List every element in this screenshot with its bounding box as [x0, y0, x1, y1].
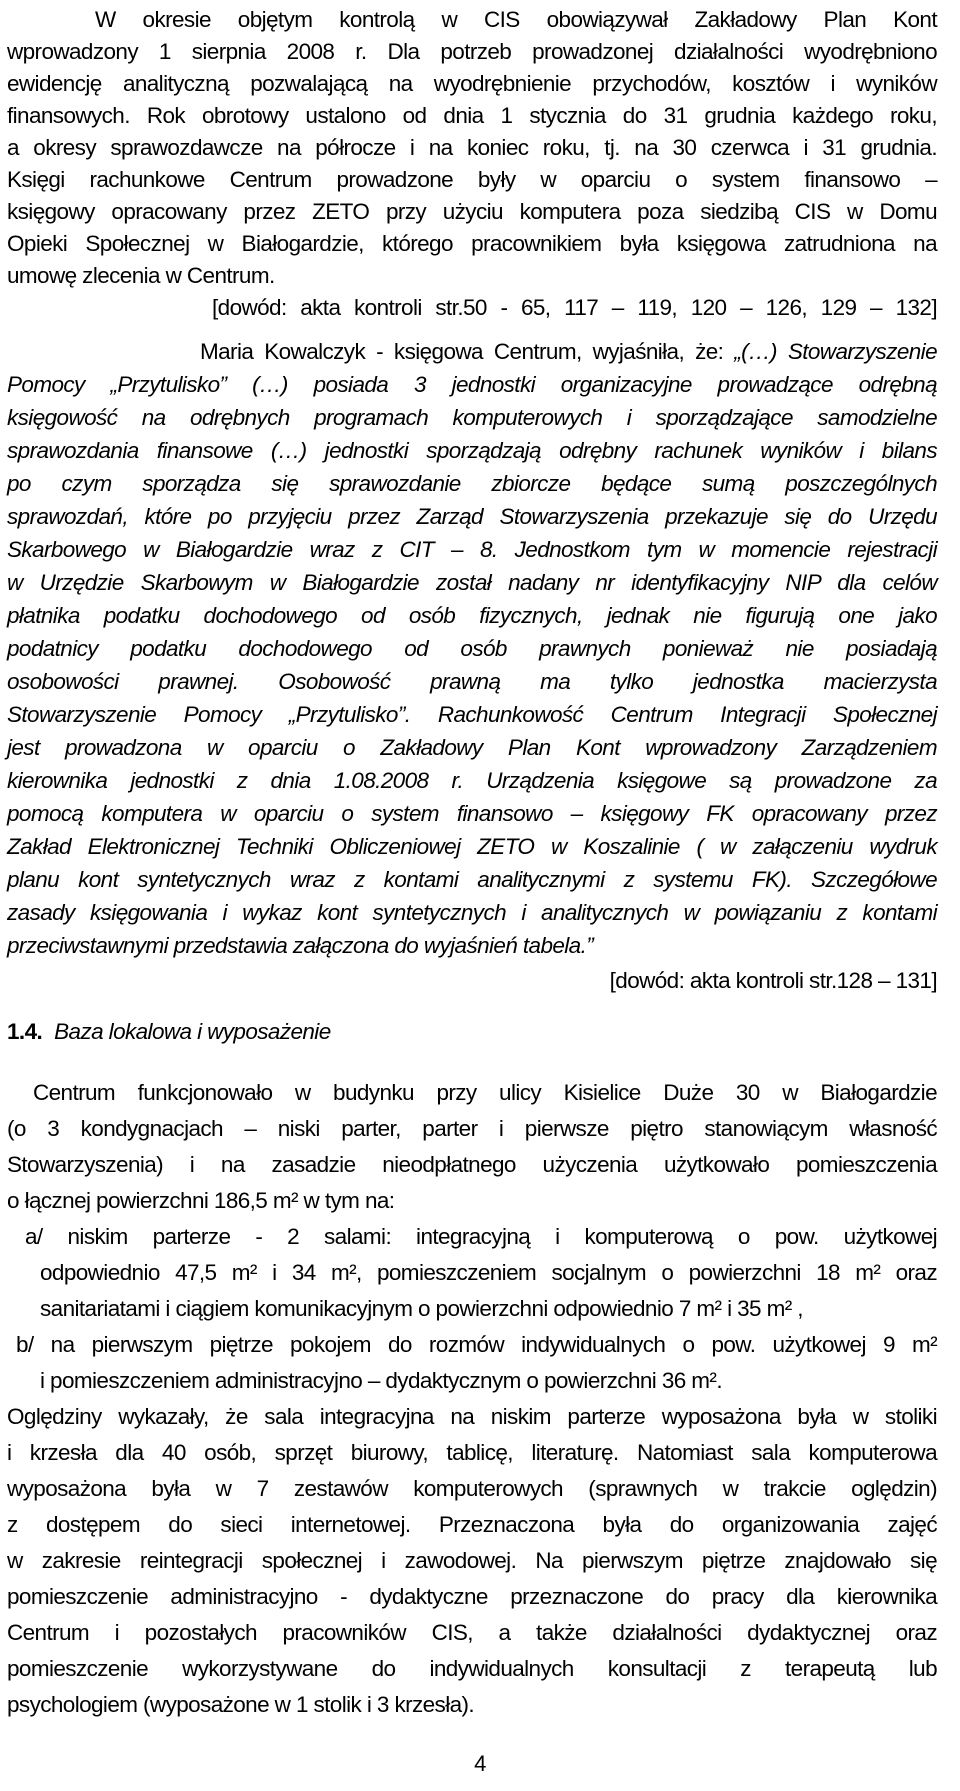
quote-line-1: Pomocy „Przytulisko” (…) posiada 3 jednostki organizacyjne prowadzące odrębną — [7, 372, 937, 397]
quote-line-11: Stowarzyszenie Pomocy „Przytulisko”. Rachunkowość Centrum Integracji Społecznej — [7, 702, 937, 727]
evidence-reference-1: [dowód: akta kontroli str.50 - 65, 117 – 119, 120 – 126, 129 – 132] — [212, 295, 937, 320]
list-a-line-1: odpowiednio 47,5 m² i 34 m², pomieszczeniem socjalnym o powierzchni 18 m² oraz — [40, 1260, 937, 1285]
p2-line-0: Centrum funkcjonowało w budynku przy ulicy Kisielice Duże 30 w Białogardzie — [33, 1080, 937, 1105]
quote-line-8: płatnika podatku dochodowego od osób fizycznych, jednak nie figurują one jako — [7, 603, 937, 628]
p3-line-2: wyposażona była w 7 zestawów komputerowych (sprawnych w trakcie oględzin) — [7, 1476, 937, 1501]
quote-line-15: Zakład Elektronicznej Techniki Obliczeniowej ZETO w Koszalinie ( w załączeniu wydruk — [7, 834, 937, 859]
p3-line-5: pomieszczenie administracyjno - dydaktyczne przeznaczone do pracy dla kierownika — [7, 1584, 937, 1609]
page-number: 4 — [474, 1751, 486, 1776]
p1-line-1: wprowadzony 1 sierpnia 2008 r. Dla potrzeb prowadzonej działalności wyodrębniono — [7, 39, 937, 64]
quote-line-18: przeciwstawnymi przedstawia załączona do wyjaśnień tabela.” — [7, 933, 594, 958]
list-b-line-0: b/ na pierwszym piętrze pokojem do rozmów indywidualnych o pow. użytkowej 9 m² — [16, 1332, 937, 1357]
list-a-line-0: a/ niskim parterze - 2 salami: integracyjną i komputerową o pow. użytkowej — [25, 1224, 937, 1249]
quote-line-4: po czym sporządza się sprawozdanie zbiorcze będące sumą poszczególnych — [7, 471, 937, 496]
quote-line-5: sprawozdań, które po przyjęciu przez Zarząd Stowarzyszenia przekazuje się do Urzędu — [7, 504, 937, 529]
quote-intro-italic: „(…) Stowarzyszenie — [734, 339, 937, 364]
quote-line-3: sprawozdania finansowe (…) jednostki sporządzają odrębny rachunek wyników i bilans — [7, 438, 937, 463]
quote-line-6: Skarbowego w Białogardzie wraz z CIT – 8. Jednostkom tym w momencie rejestracji — [7, 537, 937, 562]
p1-line-5: Księgi rachunkowe Centrum prowadzone były w oparciu o system finansowo – — [7, 167, 937, 192]
p2-line-3: o łącznej powierzchni 186,5 m² w tym na: — [7, 1188, 395, 1213]
p1-line-8: umowę zlecenia w Centrum. — [7, 263, 275, 288]
p3-line-7: pomieszczenie wykorzystywane do indywidualnych konsultacji z terapeutą lub — [7, 1656, 937, 1681]
quote-line-14: pomocą komputera w oparciu o system finansowo – księgowy FK opracowany przez — [7, 801, 937, 826]
quote-intro-plain: Maria Kowalczyk - księgowa Centrum, wyjaśniła, że: — [200, 339, 724, 364]
evidence-reference-2: [dowód: akta kontroli str.128 – 131] — [609, 968, 937, 993]
p2-line-2: Stowarzyszenia) i na zasadzie nieodpłatnego użyczenia użytkowało pomieszczenia — [7, 1152, 937, 1177]
p2-line-1: (o 3 kondygnacjach – niski parter, parter i pierwsze piętro stanowiącym własność — [7, 1116, 937, 1141]
p3-line-3: z dostępem do sieci internetowej. Przeznaczona była do organizowania zajęć — [7, 1512, 937, 1537]
quote-line-12: jest prowadzona w oparciu o Zakładowy Plan Kont wprowadzony Zarządzeniem — [7, 735, 937, 760]
p3-line-1: i krzesła dla 40 osób, sprzęt biurowy, tablicę, literaturę. Natomiast sala komputerowa — [7, 1440, 937, 1465]
quote-line-2: księgowość na odrębnych programach komputerowych i sporządzające samodzielne — [7, 405, 937, 430]
quote-intro-line — [200, 337, 937, 367]
p1-line-3: finansowych. Rok obrotowy ustalono od dnia 1 stycznia do 31 grudnia każdego roku, — [7, 103, 937, 128]
list-a-line-2: sanitariatami i ciągiem komunikacyjnym o powierzchni odpowiednio 7 m² i 35 m² , — [40, 1296, 803, 1321]
p1-line-2: ewidencję analityczną pozwalającą na wyodrębnienie przychodów, kosztów i wyników — [7, 71, 937, 96]
p3-line-0: Oględziny wykazały, że sala integracyjna na niskim parterze wyposażona była w stoliki — [7, 1404, 937, 1429]
section-title: Baza lokalowa i wyposażenie — [54, 1019, 331, 1044]
list-b-line-1: i pomieszczeniem administracyjno – dydaktycznym o powierzchni 36 m². — [40, 1368, 722, 1393]
quote-line-10: osobowości prawnej. Osobowość prawną ma tylko jednostka macierzysta — [7, 669, 937, 694]
quote-line-16: planu kont syntetycznych wraz z kontami analitycznymi z systemu FK). Szczegółowe — [7, 867, 937, 892]
p1-line-4: a okresy sprawozdawcze na półrocze i na koniec roku, tj. na 30 czerwca i 31 grudnia. — [7, 135, 937, 160]
p1-line-7: Opieki Społecznej w Białogardzie, którego pracownikiem była księgowa zatrudniona na — [7, 231, 937, 256]
p1-line-0: W okresie objętym kontrolą w CIS obowiązywał Zakładowy Plan Kont — [95, 7, 937, 32]
section-heading — [7, 1017, 331, 1047]
p1-line-6: księgowy opracowany przez ZETO przy użyciu komputera poza siedzibą CIS w Domu — [7, 199, 937, 224]
quote-line-17: zasady księgowania i wykaz kont syntetycznych i analitycznych w powiązaniu z kontami — [7, 900, 937, 925]
quote-line-9: podatnicy podatku dochodowego od osób prawnych ponieważ nie posiadają — [7, 636, 937, 661]
quote-line-13: kierownika jednostki z dnia 1.08.2008 r. Urządzenia księgowe są prowadzone za — [7, 768, 937, 793]
quote-line-7: w Urzędzie Skarbowym w Białogardzie został nadany nr identyfikacyjny NIP dla celów — [7, 570, 937, 595]
p3-line-6: Centrum i pozostałych pracowników CIS, a także działalności dydaktycznej oraz — [7, 1620, 937, 1645]
p3-line-4: w zakresie reintegracji społecznej i zawodowej. Na pierwszym piętrze znajdowało się — [7, 1548, 937, 1573]
section-number: 1.4. — [7, 1019, 43, 1044]
p3-line-8: psychologiem (wyposażone w 1 stolik i 3 krzesła). — [7, 1692, 475, 1717]
